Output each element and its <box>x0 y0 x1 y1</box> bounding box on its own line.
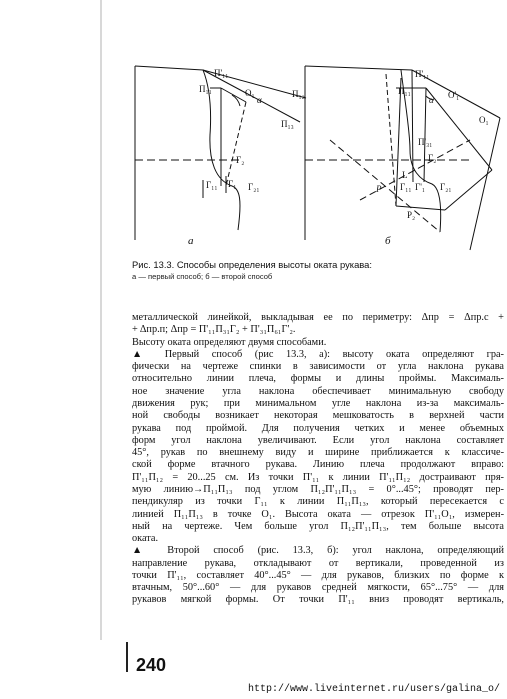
text-line: мую линию→П₁₁П₁₃ под углом П₁₂П'₁₁П₁₃ = 0°...45°; проводят пер- <box>132 483 504 495</box>
text-line: рукавов мягкой формы. От точки П'₁₁ вниз проводят вертикаль, <box>132 594 504 606</box>
label-a-g21: Г₂₁ <box>248 182 260 192</box>
svg-text:α <box>257 95 262 105</box>
label-b-l: L <box>402 170 408 180</box>
svg-text:P <box>375 184 382 194</box>
label-b-g21: Г₂₁ <box>440 182 452 192</box>
text-line: ▲ Первый способ (рис 13.3, а): высоту оката определяют гра- <box>132 348 504 360</box>
svg-text:O'₁ <box>448 90 459 100</box>
label-b-p2: P₂ <box>407 210 416 220</box>
svg-text:O₁ <box>245 88 255 98</box>
svg-text:P₂ <box>407 210 415 220</box>
body-text <box>132 312 504 607</box>
text-line: 45°, рукав по внешнему виду и ширине приближается к классиче- <box>132 447 504 459</box>
text-line: ной свободы возникает некоторая мешковатость в верхней части <box>132 410 504 422</box>
text-line: металлической линейкой, выкладывая ее по периметру: Δпр = Δпр.с + <box>132 312 504 323</box>
svg-text:П'₁₁ <box>415 69 429 79</box>
svg-text:Г₁ <box>228 179 236 189</box>
margin-bar <box>126 642 128 672</box>
label-b-o1-prime: O'₁ <box>448 90 460 100</box>
page-number: 240 <box>136 655 167 675</box>
text-line: оката. <box>132 533 159 545</box>
text-line: точки П'₁₁, составляет 40°...45° — для рукавов, близких по форме к <box>132 569 504 581</box>
caption-subtitle: а — первый способ; б — второй способ <box>132 272 273 281</box>
text-line: Высоту оката определяют двумя способами. <box>132 336 327 348</box>
pattern-figure <box>0 0 507 255</box>
label-b-p11-prime: П'₁₁ <box>415 69 430 79</box>
text-line: движения рук; при минимальном угле наклона из-за максималь- <box>132 397 504 409</box>
label-b-o1: O₁ <box>479 115 489 125</box>
figure-caption <box>132 259 507 283</box>
label-a-p11: П₁₁ <box>199 84 212 94</box>
svg-text:П₁₁ <box>398 86 411 96</box>
label-b-p31-prime: П'₃₁ <box>418 137 433 147</box>
text-line: фически на чертеже спинки в зависимости от угла наклона рукава <box>132 361 504 373</box>
panel-b-label: б <box>385 235 391 247</box>
svg-text:Г₁₁ <box>206 180 217 190</box>
text-line: направление рукава, откладывают от вертикали, проведенной из <box>132 557 504 569</box>
text-line: рукава под проймой. Для получения четких и менее объемных <box>132 422 504 434</box>
text-line: относительно линии плеча, формы и длины проймы. Максималь- <box>132 373 504 385</box>
panel-a-label: а <box>188 235 194 247</box>
svg-text:П₁₃ <box>281 119 294 129</box>
svg-text:L <box>402 170 408 180</box>
svg-text:П'₃₁ <box>418 137 432 147</box>
label-b-g1-prime: Г'₁ <box>415 182 425 192</box>
label-b-g11: Г₁₁ <box>400 182 412 192</box>
label-b-alpha: α <box>429 95 434 105</box>
label-b-g2: Г₂ <box>428 153 437 163</box>
svg-text:П'₁₁ <box>214 68 228 78</box>
label-a-g11: Г₁₁ <box>206 180 218 190</box>
text-line: + Δпр.п; Δпр = П'₁₁П₃₁Г₂ + П'₃₁П₆₁Г'₂. <box>132 324 296 336</box>
text-line: ▲ Второй способ (рис. 13.3, б): угол наклона, определяющий <box>132 545 504 557</box>
label-a-g1: Г₁ <box>228 179 237 189</box>
label-a-p12: П₁₂ <box>292 89 305 99</box>
svg-text:Г'₁ <box>415 182 425 192</box>
text-line: ный на чертеже. Чем больше угол П₁₂П'₁₁П₁₃, тем больше высота <box>132 520 504 532</box>
panel-a-drawing <box>135 66 306 240</box>
text-line: линией П₁₁П₁₃ в точке O₁. Высота оката — отрезок П'₁₁O₁, измерен- <box>132 508 504 520</box>
label-a-p11-prime: П'₁₁ <box>214 68 229 78</box>
text-line: ное значение угла наклона обеспечивает минимальную свободу <box>132 385 504 397</box>
svg-text:Г₂ <box>428 153 436 163</box>
svg-text:Г₁₁ <box>400 182 411 192</box>
label-a-alpha: α <box>257 95 262 105</box>
svg-text:П₁₂ <box>292 89 305 99</box>
svg-text:Г₂₁ <box>248 182 259 192</box>
label-a-o1: O₁ <box>245 88 255 98</box>
label-a-p13: П₁₃ <box>281 119 294 129</box>
svg-text:П₁₁ <box>199 84 212 94</box>
text-line: форм угол наклона увеличивают. Если угол наклона составляет <box>132 434 504 446</box>
svg-text:Г₂₁ <box>440 182 451 192</box>
svg-text:α <box>429 95 434 105</box>
text-line: ской форме втачного рукава. Линию плеча продолжают вправо: <box>132 459 504 471</box>
svg-text:O₁ <box>479 115 489 125</box>
caption-title: Рис. 13.3. Способы определения высоты оката рукава: <box>132 259 372 270</box>
footer-url: http://www.liveinternet.ru/users/galina_o/ <box>248 684 501 695</box>
text-line: П'₁₁П₁₂ = 20...25 см. Из точки П'₁₁ к линии П'₁₁П₁₂ достраивают пря- <box>132 471 504 483</box>
label-b-p: P <box>376 184 382 194</box>
text-line: втачным, 50°...60° — для рукавов средней мягкости, 65°...75° — для <box>132 582 504 594</box>
label-b-p11: П₁₁ <box>398 86 411 96</box>
label-a-g2: Г₂ <box>236 155 245 165</box>
text-line: пендикуляр из точки Г₁₁ к линии П₁₁П₁₃, который пересекается с <box>132 496 504 508</box>
svg-text:Г₂ <box>236 155 244 165</box>
